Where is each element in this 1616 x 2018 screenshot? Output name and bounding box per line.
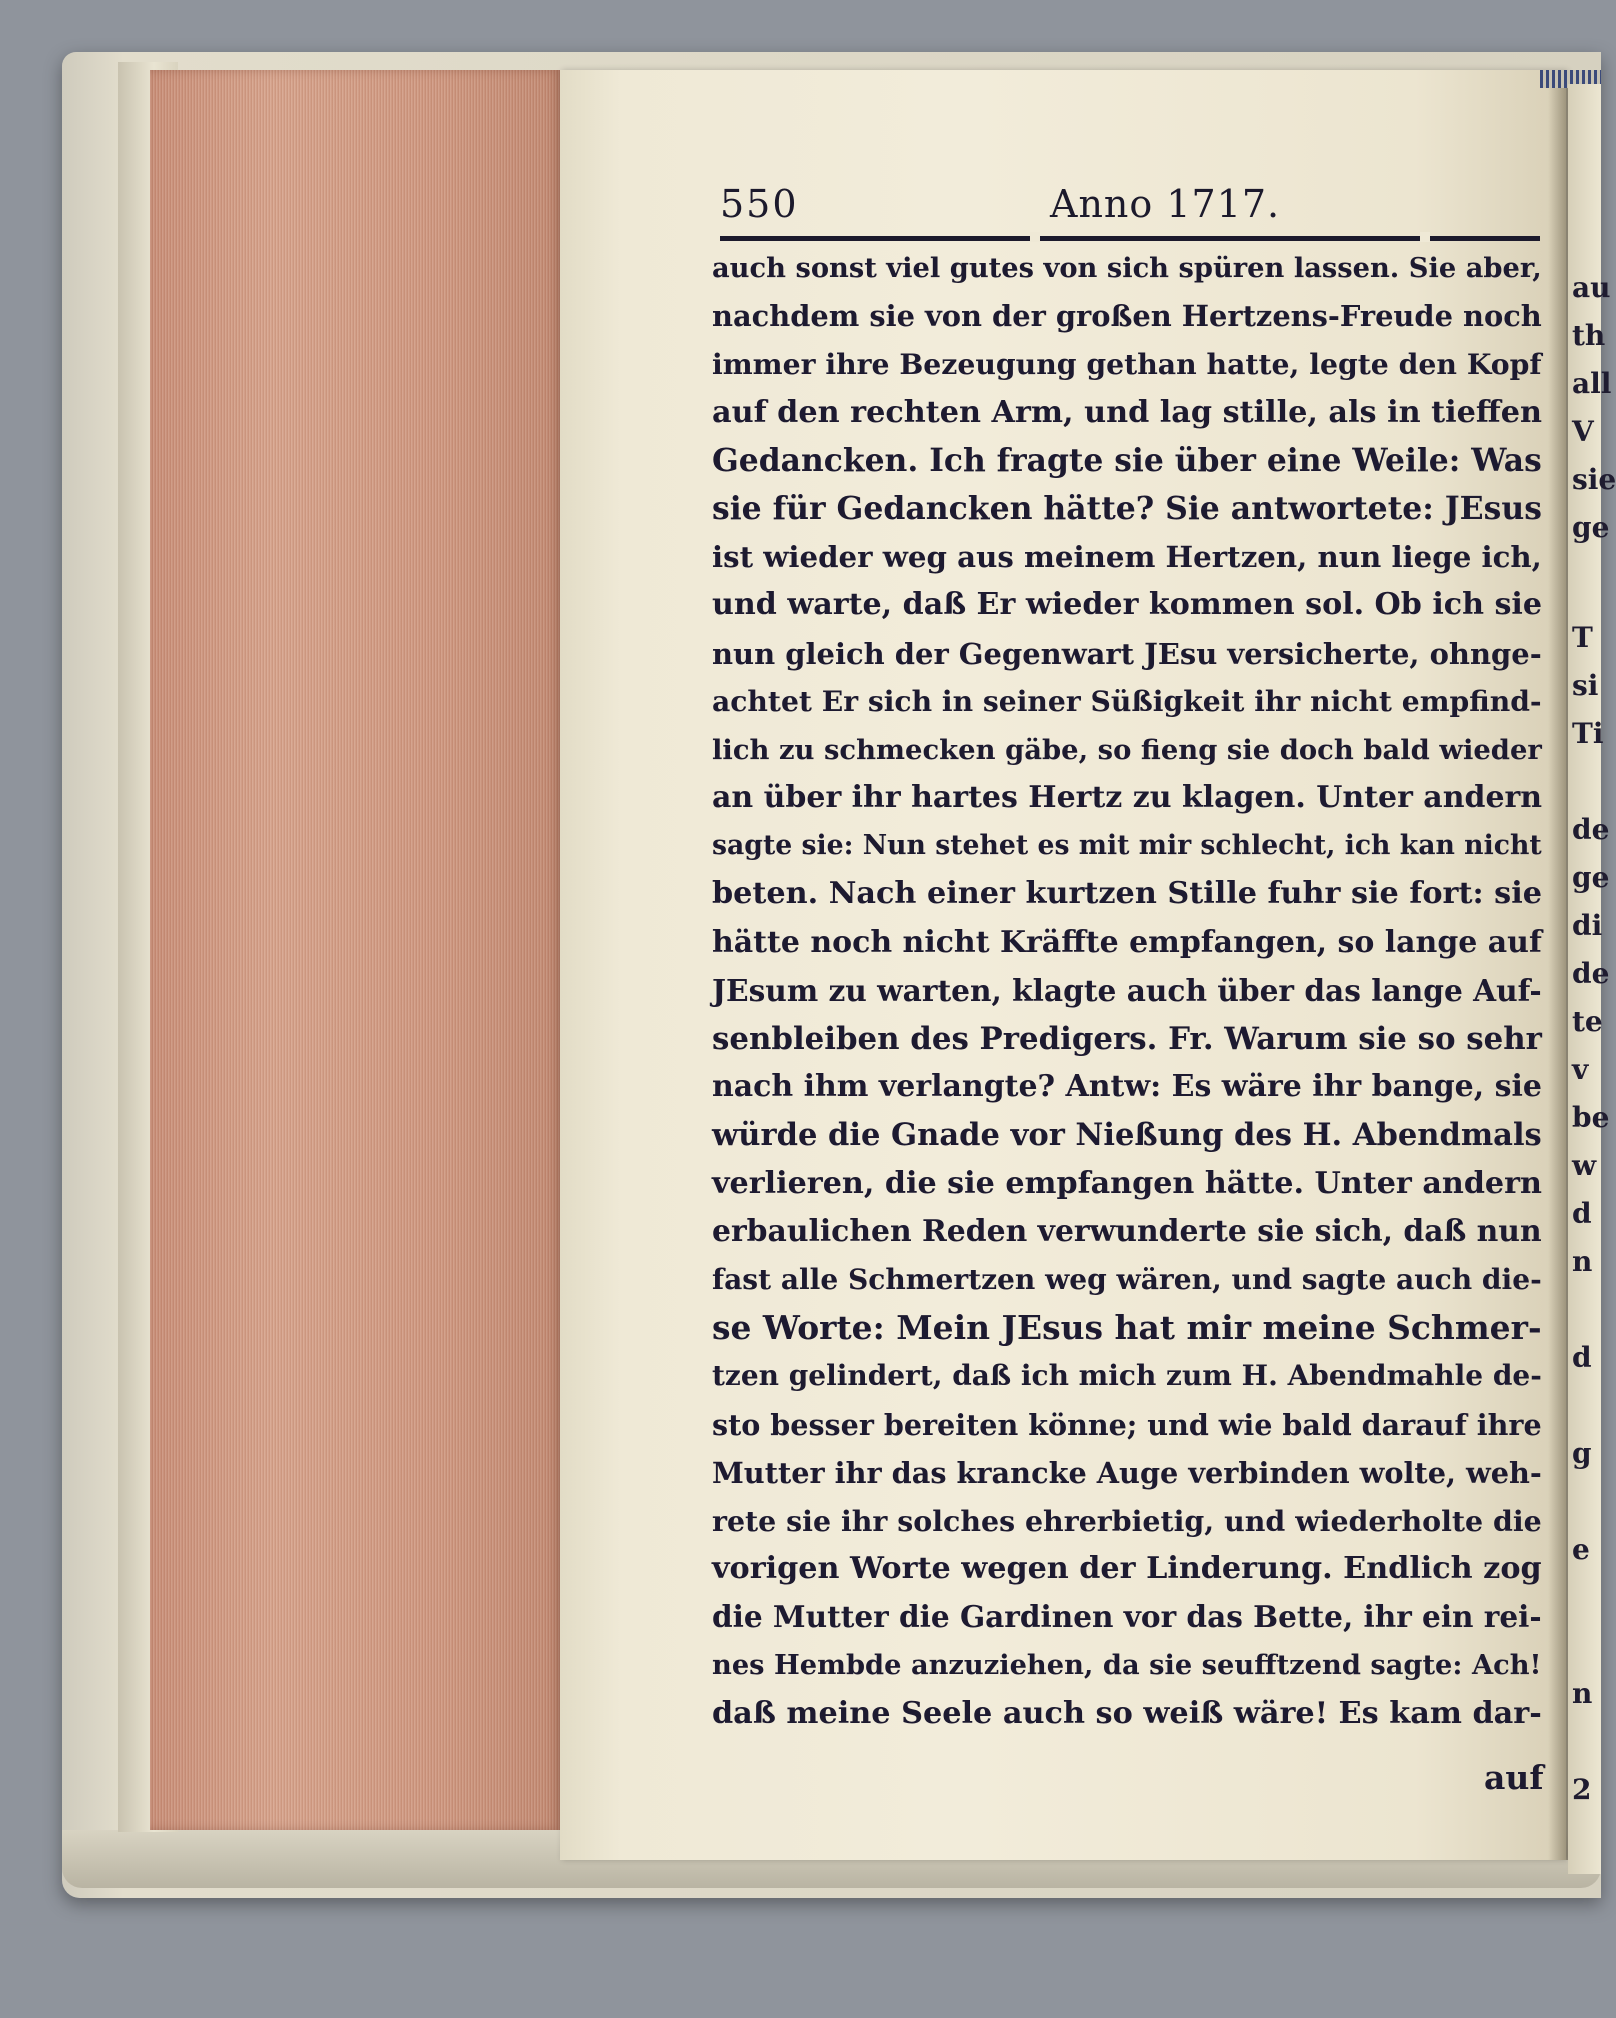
catchword: auf	[1484, 1758, 1544, 1797]
text-line: würde die Gnade vor Nießung des H. Abendmals	[712, 1117, 1542, 1154]
text-line: nachdem sie von der großen Hertzens-Freude noch	[712, 299, 1542, 334]
page-edges	[150, 70, 562, 1830]
facing-page-fragment: te	[1572, 1005, 1603, 1038]
text-line: rete sie ihr solches ehrerbietig, und wiederholte die	[712, 1503, 1542, 1538]
text-line: tzen gelindert, daß ich mich zum H. Abendmahle de-	[712, 1359, 1542, 1393]
text-line: se Worte: Mein JEsus hat mir meine Schmer-	[712, 1308, 1542, 1348]
text-line: erbaulichen Reden verwunderte sie sich, daß nun	[712, 1213, 1542, 1249]
facing-page-fragment: T	[1572, 621, 1593, 654]
text-line: JEsum zu warten, klagte auch über das lange Auf-	[712, 972, 1542, 1008]
text-line: sagte sie: Nun stehet es mit mir schlecht, ich kan nicht	[712, 830, 1542, 862]
facing-page-fragment: au	[1572, 271, 1611, 304]
facing-page-fragment: g	[1572, 1437, 1592, 1470]
rule-break	[1420, 232, 1430, 242]
facing-page-fragment: d	[1572, 1197, 1592, 1230]
facing-page-fragment: n	[1572, 1245, 1593, 1278]
text-line: sto besser bereiten könne; und wie bald darauf ihre	[712, 1407, 1542, 1442]
header-rule	[720, 236, 1540, 241]
text-line: verlieren, die sie empfangen hätte. Unter andern	[712, 1165, 1542, 1201]
text-line: fast alle Schmertzen weg wären, und sagte auch die-	[712, 1262, 1542, 1296]
facing-page-fragment: di	[1572, 909, 1603, 942]
page-number: 550	[720, 182, 799, 226]
text-line: immer ihre Bezeugung gethan hatte, legte den Kopf	[712, 347, 1542, 382]
facing-page-fragment: d	[1572, 1341, 1592, 1374]
facing-page-fragment: e	[1572, 1533, 1590, 1566]
facing-page-fragment: ge	[1572, 861, 1610, 894]
facing-page-fragment: si	[1572, 669, 1599, 702]
text-line: hätte noch nicht Kräffte empfangen, so lange auf	[712, 924, 1542, 960]
text-line: und warte, daß Er wieder kommen sol. Ob ich sie	[712, 587, 1543, 623]
text-line: achtet Er sich in seiner Süßigkeit ihr nicht empfind-	[712, 684, 1542, 718]
facing-page-fragment: V	[1572, 415, 1594, 448]
facing-page-fragment: Ti	[1572, 717, 1604, 750]
facing-page-fragment: w	[1572, 1149, 1597, 1182]
facing-page-fragment: n	[1572, 1677, 1593, 1710]
text-line: an über ihr hartes Hertz zu klagen. Unter andern	[712, 780, 1543, 816]
facing-page-fragment: 2	[1572, 1773, 1592, 1806]
text-line: Mutter ihr das krancke Auge verbinden wolte, weh-	[712, 1455, 1542, 1490]
text-line: die Mutter die Gardinen vor das Bette, ihr ein rei-	[712, 1599, 1542, 1635]
running-head: Anno 1717.	[1050, 182, 1281, 226]
text-line: senbleiben des Predigers. Fr. Warum sie so sehr	[712, 1021, 1542, 1057]
facing-page-fragment: be	[1572, 1101, 1610, 1134]
text-line: nes Hembde anzuziehen, da sie seufftzend sagte: Ach!	[712, 1649, 1542, 1682]
text-line: ist wieder weg aus meinem Hertzen, nun liege ich,	[712, 540, 1542, 575]
text-line: auch sonst viel gutes von sich spüren lassen. Sie aber,	[712, 252, 1542, 284]
text-line: lich zu schmecken gäbe, so fieng sie doch bald wieder	[712, 733, 1542, 766]
text-line: auf den rechten Arm, und lag stille, als in tieffen	[712, 394, 1542, 430]
facing-page-fragment: de	[1572, 813, 1610, 846]
text-line: vorigen Worte wegen der Linderung. Endlich zog	[712, 1551, 1542, 1587]
rule-break	[1030, 232, 1040, 242]
facing-page-fragment: v	[1572, 1053, 1589, 1086]
gutter-shadow	[1548, 70, 1570, 1860]
text-line: Gedancken. Ich fragte sie über eine Weile: Was	[712, 442, 1542, 479]
text-line: nach ihm verlangte? Antw: Es wäre ihr bange, sie	[712, 1069, 1542, 1105]
text-line: beten. Nach einer kurtzen Stille fuhr sie fort: sie	[712, 876, 1542, 912]
facing-page-edge	[1568, 84, 1616, 1874]
facing-page-fragment: ge	[1572, 511, 1610, 544]
facing-page-fragment: de	[1572, 957, 1610, 990]
facing-page-fragment: th	[1572, 319, 1606, 352]
text-line: daß meine Seele auch so weiß wäre! Es kam dar-	[712, 1695, 1542, 1731]
body-text	[712, 244, 1542, 1738]
text-line: sie für Gedancken hätte? Sie antwortete: JEsus	[712, 489, 1542, 527]
page-header	[720, 182, 1540, 232]
facing-page-fragment: sie	[1572, 463, 1616, 496]
facing-page-fragment: all	[1572, 367, 1612, 400]
text-line: nun gleich der Gegenwart JEsu versicherte, ohnge-	[712, 636, 1542, 671]
